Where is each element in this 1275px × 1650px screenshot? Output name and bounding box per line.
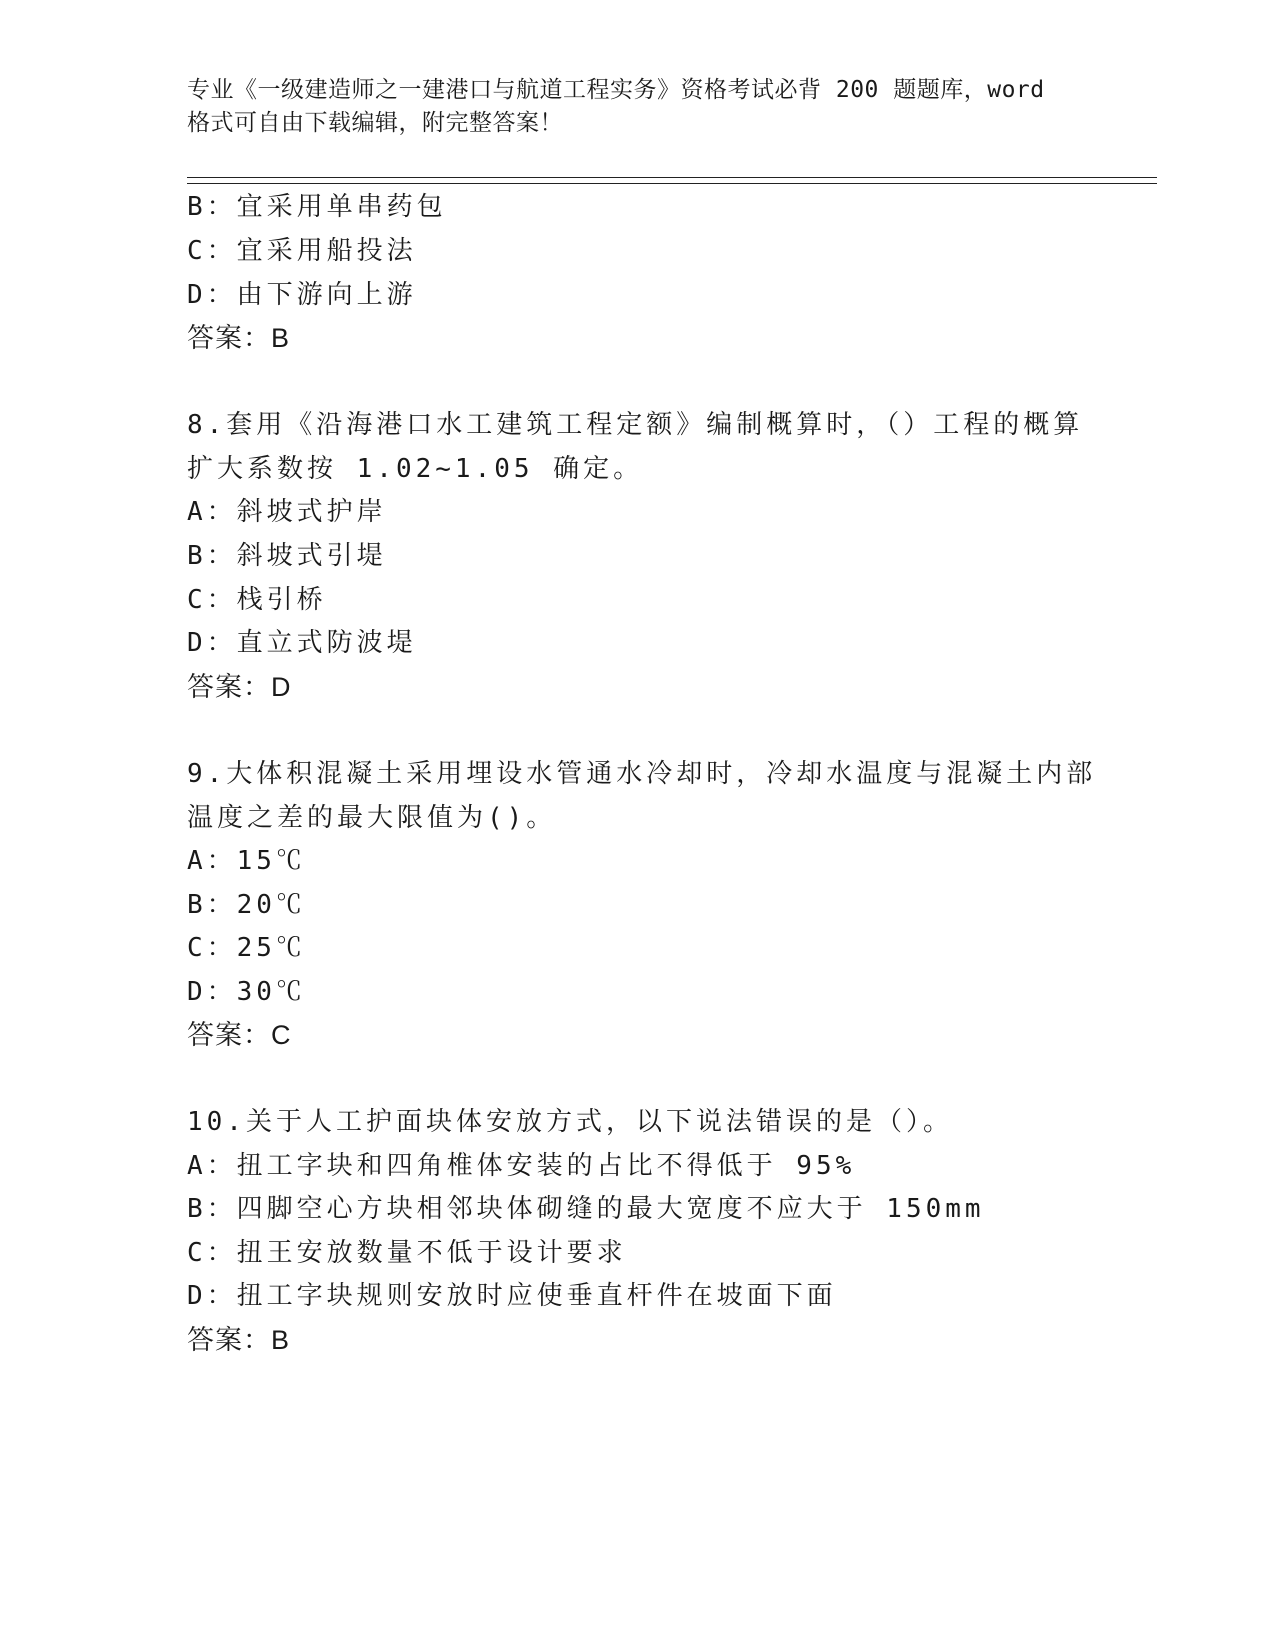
option-d: D：扭工字块规则安放时应使垂直杆件在坡面下面 [187,1281,837,1311]
answer: 答案：B [187,1325,291,1355]
option-d: D：直立式防波堤 [187,628,417,658]
option-b: B：20℃ [187,890,306,920]
question-stem-line: 温度之差的最大限值为()。 [187,803,557,833]
option-a: A：扭工字块和四角椎体安装的占比不得低于 95% [187,1151,856,1181]
question-stem-line: 8.套用《沿海港口水工建筑工程定额》编制概算时，（）工程的概算 [187,410,1084,440]
option-d: D：由下游向上游 [187,280,417,310]
option-b: B：四脚空心方块相邻块体砌缝的最大宽度不应大于 150mm [187,1194,985,1224]
document-header [187,74,1067,140]
header-divider-top [187,177,1157,178]
option-a: A：斜坡式护岸 [187,497,387,527]
option-c: C：栈引桥 [187,585,327,615]
answer: 答案：B [187,323,291,353]
header-divider-bottom [187,183,1157,184]
question-stem-line: 扩大系数按 1.02~1.05 确定。 [187,454,644,484]
option-b: B：宜采用单串药包 [187,192,447,222]
header-line-2: 格式可自由下载编辑，附完整答案！ [187,110,563,136]
question-stem-line: 10.关于人工护面块体安放方式，以下说法错误的是（）。 [187,1107,953,1137]
option-c: C：扭王安放数量不低于设计要求 [187,1238,627,1268]
header-line-1: 专业《一级建造师之一建港口与航道工程实务》资格考试必背 200 题题库，word [187,77,1045,103]
answer: 答案：D [187,672,292,702]
option-b: B：斜坡式引堤 [187,541,387,571]
question-stem-line: 9.大体积混凝土采用埋设水管通水冷却时，冷却水温度与混凝土内部 [187,759,1097,789]
option-a: A：15℃ [187,846,306,876]
option-c: C：宜采用船投法 [187,236,417,266]
answer: 答案：C [187,1020,292,1050]
option-c: C：25℃ [187,933,306,963]
option-d: D：30℃ [187,977,306,1007]
